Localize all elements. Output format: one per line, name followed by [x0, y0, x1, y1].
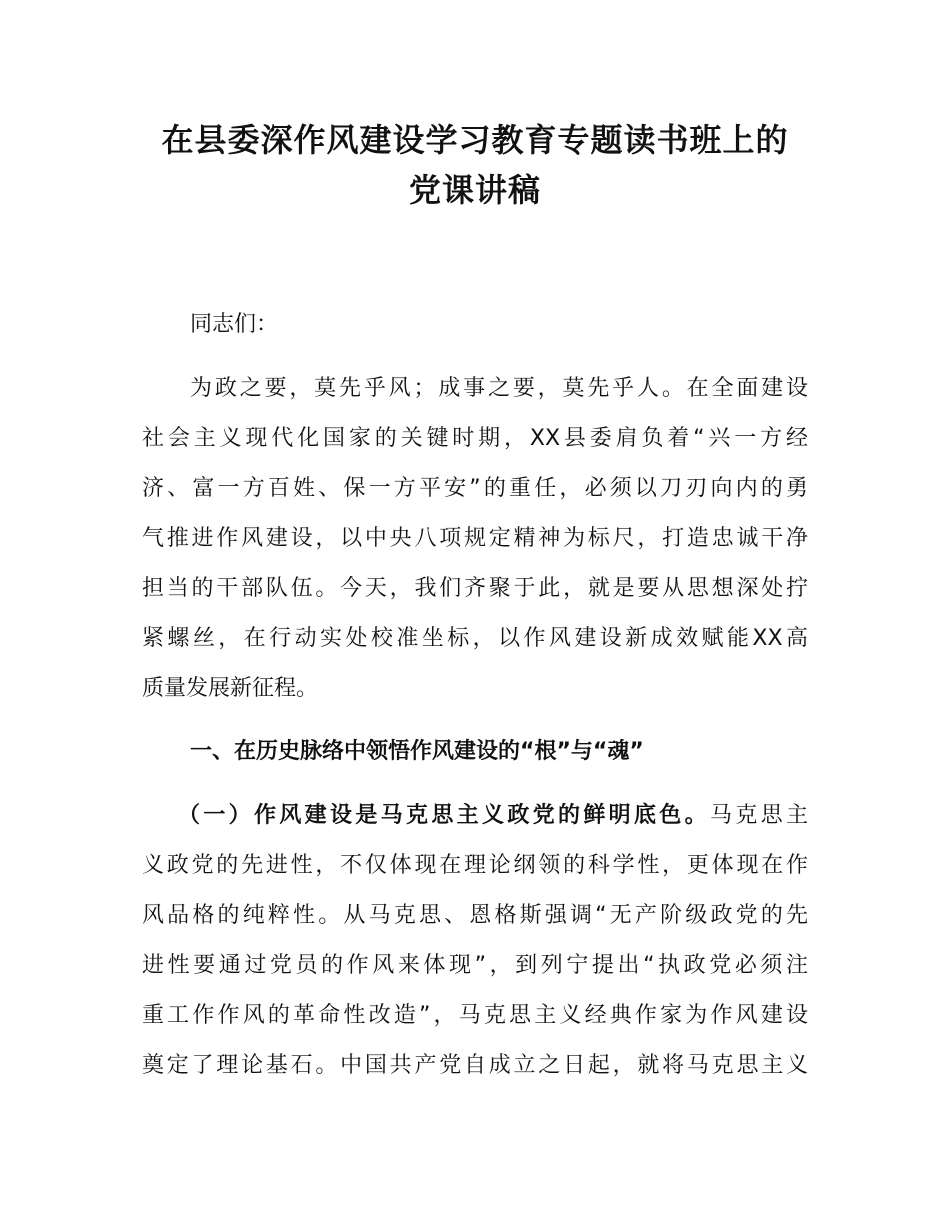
- document-title-line-1: 在县委深作风建设学习教育专题读书班上的: [161, 121, 789, 159]
- intro-line-2: 社会主义现代化国家的关键时期，XX县委肩负着“兴一方经: [142, 426, 808, 451]
- intro-line-4: 气推进作风建设，以中央八项规定精神为标尺，打造忠诚干净: [142, 526, 808, 551]
- salutation: 同志们：: [190, 312, 279, 337]
- subsection-1-first-line-rest: 马克思主: [709, 803, 808, 828]
- subsection-1-line-5: 重工作作风的革命性改造”，马克思主义经典作家为作风建设: [142, 1003, 808, 1028]
- subsection-1-heading: （一）作风建设是马克思主义政党的鲜明底色。: [178, 803, 710, 828]
- document-title-line-2: 党课讲稿: [408, 171, 541, 209]
- subsection-1-line-3: 风品格的纯粹性。从马克思、恩格斯强调“无产阶级政党的先: [142, 903, 808, 928]
- intro-line-1: 为政之要，莫先乎风；成事之要，莫先乎人。在全面建设: [190, 376, 808, 401]
- subsection-1-first-line: [178, 801, 808, 831]
- intro-line-7: 质量发展新征程。: [142, 676, 319, 701]
- subsection-1-line-4: 进性要通过党员的作风来体现”，到列宁提出“执政党必须注: [142, 953, 808, 978]
- intro-line-6: 紧螺丝，在行动实处校准坐标，以作风建设新成效赋能XX高: [142, 626, 808, 651]
- subsection-1-line-6: 奠定了理论基石。中国共产党自成立之日起，就将马克思主义: [142, 1053, 808, 1078]
- section-1-heading: 一、在历史脉络中领悟作风建设的“根”与“魂”: [190, 739, 644, 764]
- intro-line-5: 担当的干部队伍。今天，我们齐聚于此，就是要从思想深处拧: [142, 576, 808, 601]
- subsection-1-line-2: 义政党的先进性，不仅体现在理论纲领的科学性，更体现在作: [142, 853, 808, 878]
- intro-line-3: 济、富一方百姓、保一方平安”的重任，必须以刀刃向内的勇: [142, 476, 808, 501]
